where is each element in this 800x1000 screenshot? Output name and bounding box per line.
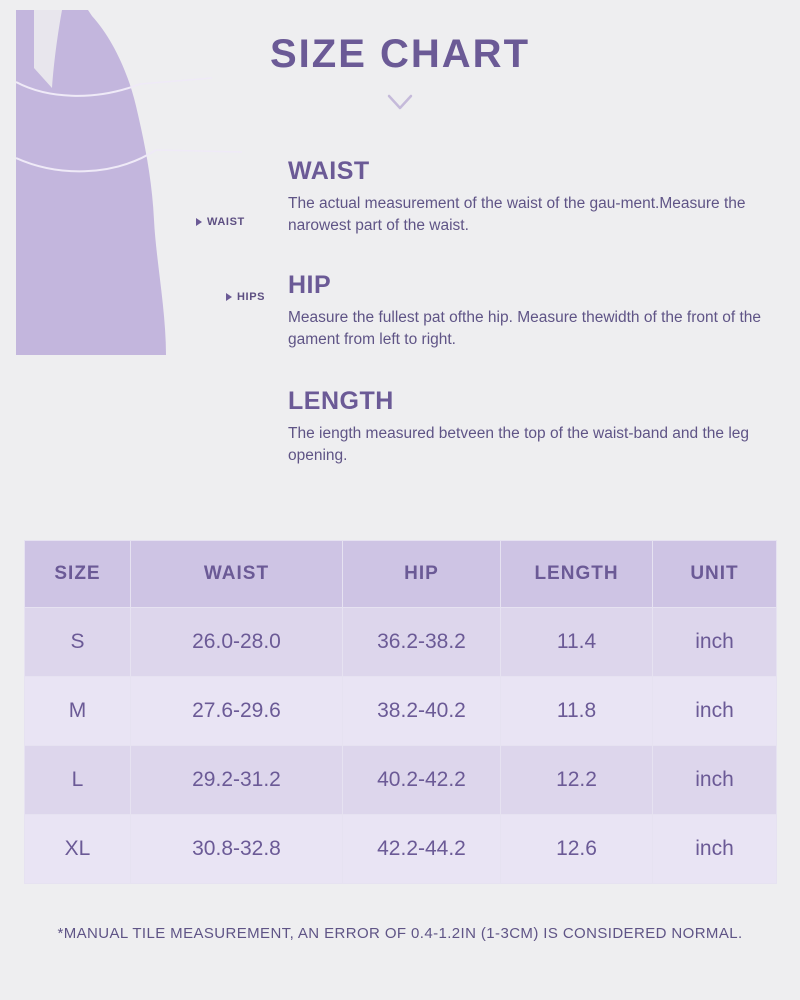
description-hip	[288, 272, 774, 351]
cell-size: XL	[25, 815, 131, 884]
cell-hip: 36.2-38.2	[343, 608, 501, 677]
arrow-right-icon	[226, 293, 232, 301]
cell-length: 11.4	[501, 608, 653, 677]
cell-waist: 29.2-31.2	[131, 746, 343, 815]
cell-size: L	[25, 746, 131, 815]
page-title: SIZE CHART	[270, 32, 530, 76]
cell-length: 12.6	[501, 815, 653, 884]
description-waist-text: The actual measurement of the waist of the gau-ment.Measure the narowest part of the waist.	[288, 194, 746, 234]
table-row	[25, 746, 777, 815]
table-row	[25, 815, 777, 884]
table-header-row	[25, 541, 777, 608]
waist-callout	[196, 216, 245, 228]
cell-waist: 26.0-28.0	[131, 608, 343, 677]
cell-unit: inch	[653, 608, 777, 677]
table-header-size: SIZE	[25, 541, 131, 608]
description-length	[288, 388, 774, 467]
table-row	[25, 608, 777, 677]
table-header-unit: UNIT	[653, 541, 777, 608]
size-table	[24, 540, 777, 884]
cell-length: 11.8	[501, 677, 653, 746]
waist-callout-label: WAIST	[207, 216, 245, 228]
description-waist	[288, 158, 774, 237]
cell-hip: 38.2-40.2	[343, 677, 501, 746]
cell-waist: 30.8-32.8	[131, 815, 343, 884]
description-length-heading: LENGTH	[288, 387, 394, 415]
description-length-text: The iength measured betveen the top of the waist-band and the leg opening.	[288, 424, 750, 464]
cell-size: M	[25, 677, 131, 746]
cell-size: S	[25, 608, 131, 677]
cell-waist: 27.6-29.6	[131, 677, 343, 746]
cell-hip: 40.2-42.2	[343, 746, 501, 815]
cell-hip: 42.2-44.2	[343, 815, 501, 884]
arrow-right-icon	[196, 218, 202, 226]
description-waist-heading: WAIST	[288, 157, 370, 185]
cell-unit: inch	[653, 677, 777, 746]
measurement-footnote: *MANUAL TILE MEASUREMENT, AN ERROR OF 0.4-1.2IN (1-3CM) IS CONSIDERED NORMAL.	[57, 925, 743, 942]
table-row	[25, 677, 777, 746]
hips-callout-label: HIPS	[237, 291, 266, 303]
table-header-length: LENGTH	[501, 541, 653, 608]
size-table-container	[24, 540, 776, 884]
description-hip-text: Measure the fullest pat ofthe hip. Measure thewidth of the front of the gament from left to right.	[288, 308, 762, 348]
cell-unit: inch	[653, 746, 777, 815]
cell-length: 12.2	[501, 746, 653, 815]
cell-unit: inch	[653, 815, 777, 884]
table-header-hip: HIP	[343, 541, 501, 608]
description-hip-heading: HIP	[288, 271, 332, 299]
chevron-down-icon	[387, 94, 413, 110]
hips-callout	[226, 291, 265, 303]
table-header-waist: WAIST	[131, 541, 343, 608]
